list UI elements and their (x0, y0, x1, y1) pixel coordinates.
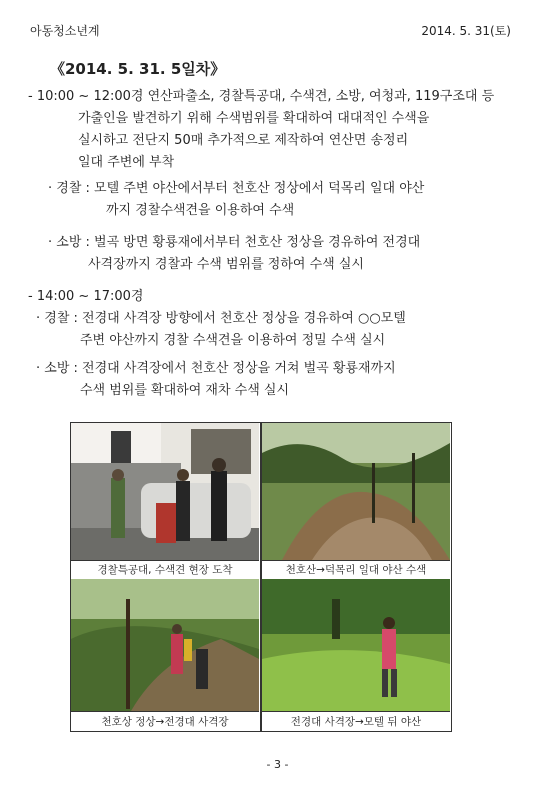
photo-caption: 천호상 정상→전경대 사격장 (71, 711, 259, 731)
bullet-police-morning (48, 178, 538, 222)
document-date: 2014. 5. 31(토) (421, 24, 511, 38)
bullet-line: 주변 야산까지 경찰 수색견을 이용하여 정밀 수색 실시 (80, 333, 386, 348)
section-afternoon-heading: - 14:00 ~ 17:00경 (28, 289, 144, 304)
bullet-line: · 경찰 : 모텔 주변 야산에서부터 천호산 정상에서 덕목리 일대 야산 (48, 181, 425, 196)
bullet-line: · 소방 : 벌곡 방면 황룡재에서부터 천호산 정상을 경유하여 전경대 (48, 235, 421, 250)
photo-summit-trail (71, 579, 259, 711)
bullet-fire-morning (48, 232, 538, 276)
report-title: 《2014. 5. 31. 5일차》 (50, 60, 226, 78)
photo-officers-at-vehicle (71, 423, 259, 560)
bullet-fire-afternoon (36, 358, 536, 402)
photo-cell-1 (71, 423, 259, 578)
photo-mountain-search (262, 423, 450, 560)
department-label: 아동청소년계 (30, 24, 100, 38)
photo-caption: 천호산→덕목리 일대 야산 수색 (262, 560, 450, 578)
section-line: - 10:00 ~ 12:00경 연산파출소, 경찰특공대, 수색견, 소방, 여청과, 119구조대 등 (28, 89, 495, 104)
photo-cell-3 (71, 579, 259, 731)
section-morning (28, 86, 533, 174)
bullet-police-afternoon (36, 308, 536, 352)
section-line: 일대 주변에 부착 (78, 155, 175, 170)
section-line: 가출인을 발견하기 위해 수색범위를 확대하여 대대적인 수색을 (78, 111, 430, 126)
bullet-line: 사격장까지 경찰과 수색 범위를 정하여 수색 실시 (88, 257, 364, 272)
photo-caption: 경찰특공대, 수색견 현장 도착 (71, 560, 259, 578)
photo-forest-behind-motel (262, 579, 450, 711)
bullet-line: · 소방 : 전경대 사격장에서 천호산 정상을 거쳐 벌곡 황룡재까지 (36, 361, 396, 376)
photo-grid (70, 422, 452, 732)
bullet-line: 수색 범위를 확대하여 재차 수색 실시 (80, 383, 290, 398)
photo-cell-4 (262, 579, 450, 731)
photo-cell-2 (262, 423, 450, 578)
section-line: 실시하고 전단지 50매 추가적으로 제작하여 연산면 송정리 (78, 133, 409, 148)
bullet-line: 까지 경찰수색견을 이용하여 수색 (106, 203, 295, 218)
bullet-line: · 경찰 : 전경대 사격장 방향에서 천호산 정상을 경유하여 ○○모텔 (36, 311, 406, 326)
photo-caption: 전경대 사격장→모텔 뒤 야산 (262, 711, 450, 731)
page-number: - 3 - (266, 758, 289, 771)
